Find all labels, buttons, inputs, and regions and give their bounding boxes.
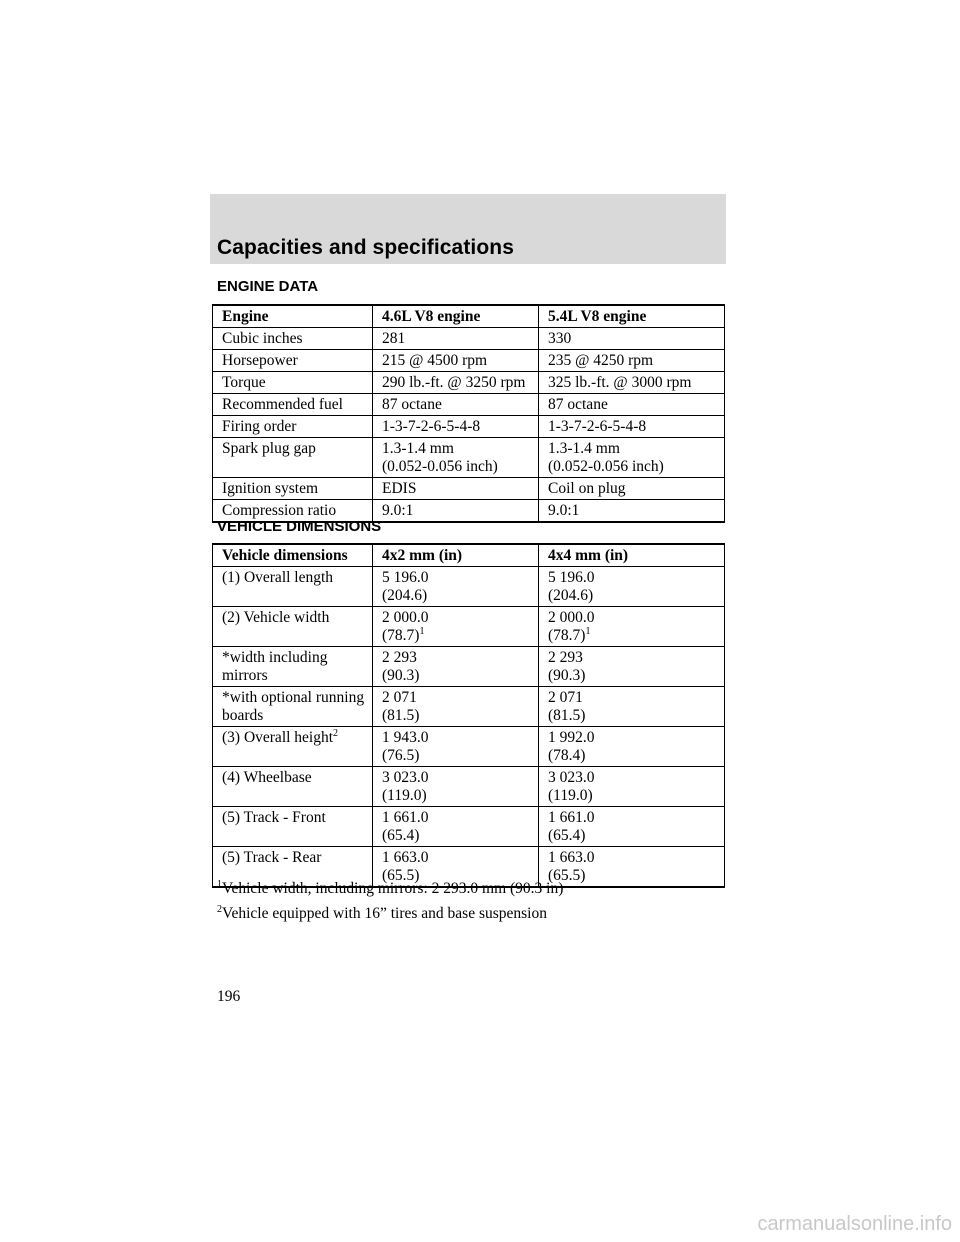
table-row xyxy=(213,438,725,478)
value-cell: 215 @ 4500 rpm xyxy=(373,350,539,372)
row-label-cell: Recommended fuel xyxy=(213,394,373,416)
engine-table-header-row xyxy=(213,305,725,328)
footnote-1 xyxy=(217,880,563,898)
value-cell: 1 661.0 (65.4) xyxy=(539,807,725,847)
row-label-cell: *width including mirrors xyxy=(213,647,373,687)
value-cell: 2 000.0 $(78.7)^1$ xyxy=(373,607,539,647)
value-cell: 87 octane xyxy=(373,394,539,416)
row-label-cell: Ignition system xyxy=(213,478,373,500)
engine-data-heading: ENGINE DATA xyxy=(217,278,319,295)
value-cell: 1 663.0 (65.5) xyxy=(373,847,539,888)
value-cell: 2 071 (81.5) xyxy=(539,687,725,727)
table-row xyxy=(213,607,725,647)
table-row xyxy=(213,328,725,350)
page-number: 196 xyxy=(217,988,241,1005)
column-header: 4x2 mm (in) xyxy=(373,544,539,567)
value-cell: 1.3-1.4 mm (0.052-0.056 inch) xyxy=(539,438,725,478)
column-header: 4x4 mm (in) xyxy=(539,544,725,567)
value-cell: 2 071 (81.5) xyxy=(373,687,539,727)
value-cell: 5 196.0 (204.6) xyxy=(373,567,539,607)
value-cell: 5 196.0 (204.6) xyxy=(539,567,725,607)
table-row xyxy=(213,767,725,807)
value-cell: 1.3-1.4 mm (0.052-0.056 inch) xyxy=(373,438,539,478)
value-cell: 9.0:1 xyxy=(373,500,539,523)
row-label-cell: Horsepower xyxy=(213,350,373,372)
table-row xyxy=(213,350,725,372)
table-row xyxy=(213,727,725,767)
value-cell: 1 663.0 (65.5) xyxy=(539,847,725,888)
row-label-cell: (4) Wheelbase xyxy=(213,767,373,807)
value-cell: 1-3-7-2-6-5-4-8 xyxy=(539,416,725,438)
table-row xyxy=(213,567,725,607)
value-cell: Coil on plug xyxy=(539,478,725,500)
row-label-cell: *with optional running boards xyxy=(213,687,373,727)
value-cell: 9.0:1 xyxy=(539,500,725,523)
footnote-mark: 2 xyxy=(217,903,222,915)
value-cell: 235 @ 4250 rpm xyxy=(539,350,725,372)
vehicle-dimensions-table xyxy=(212,543,725,888)
row-label-cell: (5) Track - Front xyxy=(213,807,373,847)
table-row xyxy=(213,478,725,500)
value-cell: 3 023.0 (119.0) xyxy=(539,767,725,807)
table-row xyxy=(213,416,725,438)
footnote-text: Vehicle width, including mirrors: 2 293.0 mm (90.3 in) xyxy=(222,880,564,897)
table-row xyxy=(213,394,725,416)
footnote-ref: 1 xyxy=(419,625,425,637)
table-row xyxy=(213,647,725,687)
value-cell: 281 xyxy=(373,328,539,350)
table-row xyxy=(213,372,725,394)
value-cell: 1-3-7-2-6-5-4-8 xyxy=(373,416,539,438)
value-cell: 2 293 (90.3) xyxy=(373,647,539,687)
column-header: Vehicle dimensions xyxy=(213,544,373,567)
value-cell: 290 lb.-ft. @ 3250 rpm xyxy=(373,372,539,394)
value-cell: 2 000.0 $(78.7)^1$ xyxy=(539,607,725,647)
value-cell: 1 992.0 (78.4) xyxy=(539,727,725,767)
value-cell: 325 lb.-ft. @ 3000 rpm xyxy=(539,372,725,394)
watermark: carmanualsonline.info xyxy=(757,1213,952,1235)
footnote-2 xyxy=(217,905,547,923)
value-cell: 3 023.0 (119.0) xyxy=(373,767,539,807)
engine-data-table xyxy=(212,304,725,523)
value-cell: 87 octane xyxy=(539,394,725,416)
row-label-cell: Cubic inches xyxy=(213,328,373,350)
dimensions-table-header-row xyxy=(213,544,725,567)
page-title: Capacities and specifications xyxy=(217,236,515,259)
value-cell: 2 293 (90.3) xyxy=(539,647,725,687)
value-cell: 1 661.0 (65.4) xyxy=(373,807,539,847)
value-cell: 330 xyxy=(539,328,725,350)
value-cell: EDIS xyxy=(373,478,539,500)
column-header: 5.4L V8 engine xyxy=(539,305,725,328)
table-row xyxy=(213,687,725,727)
footnote-ref: 2 xyxy=(333,727,339,739)
footnote-ref: 1 xyxy=(585,625,591,637)
row-label-cell: (1) Overall length xyxy=(213,567,373,607)
row-label-cell: Torque xyxy=(213,372,373,394)
row-label-cell: Compression ratio xyxy=(213,500,373,523)
table-row xyxy=(213,807,725,847)
footnote-mark: 1 xyxy=(217,878,222,890)
row-label-cell: Spark plug gap xyxy=(213,438,373,478)
row-label-cell: (2) Vehicle width xyxy=(213,607,373,647)
vehicle-dimensions-heading: VEHICLE DIMENSIONS xyxy=(217,518,382,535)
value-cell: 1 943.0 (76.5) xyxy=(373,727,539,767)
row-label-cell: (5) Track - Rear xyxy=(213,847,373,888)
row-label-cell: Firing order xyxy=(213,416,373,438)
row-label-cell: (3) Overall height$^2$ xyxy=(213,727,373,767)
column-header: 4.6L V8 engine xyxy=(373,305,539,328)
footnote-text: Vehicle equipped with 16” tires and base suspension xyxy=(222,905,547,922)
column-header: Engine xyxy=(213,305,373,328)
